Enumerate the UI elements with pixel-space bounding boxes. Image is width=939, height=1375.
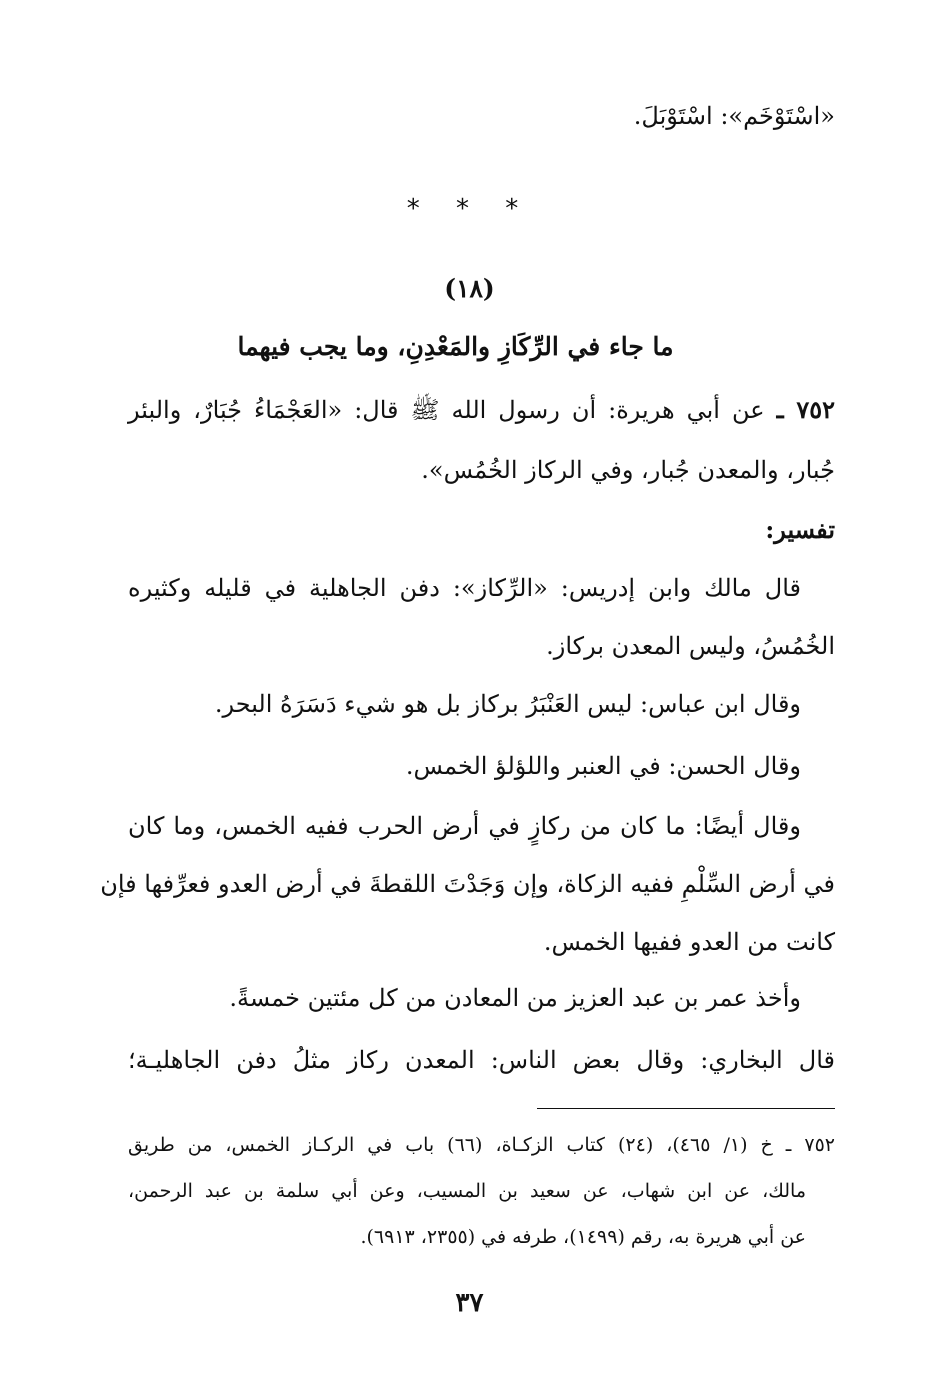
aydan-line-1: وقال أيضًا: ما كان من ركازٍ في أرض الحرب ففيه الخمس، وما كان (128, 812, 801, 840)
header-line: «اسْتَوْخَم»: اسْتَوْبَلَ. (633, 102, 835, 130)
footnote-line-3: عن أبي هريرة به، رقم (١٤٩٩)، طرفه في (٢٣٥٥، ٦٩١٣). (360, 1226, 806, 1248)
hadith-line-2: جُبار، والمعدن جُبار، وفي الركاز الخُمُس». (421, 456, 835, 484)
malik-line-2: الخُمُسُ، وليس المعدن بركاز. (546, 632, 835, 660)
footnote-line-1: ٧٥٢ ـ خ (١/ ٤٦٥)، (٢٤) كتاب الزكـاة، (٦٦) باب في الركـاز الخمس، من طريق (128, 1134, 835, 1156)
page-number: ٣٧ (455, 1288, 484, 1318)
aydan-line-2: في أرض السِّلْمِ ففيه الزكاة، وإن وَجَدْتَ اللقطةَ في أرض العدو فعرِّفها فإن (100, 870, 835, 898)
bukhari-paragraph: قال البخاري: وقال بعض الناس: المعدن ركاز مثلُ دفن الجاهليـة؛ (128, 1046, 835, 1074)
tafsir-heading: تفسير: (765, 515, 835, 544)
hadith-number: ٧٥٢ ـ (776, 395, 835, 424)
hadith-text: عن أبي هريرة: أن رسول الله ﷺ قال: «العَجْمَاءُ جُبَارٌ، والبئر (128, 396, 765, 424)
hadith-line-1 (128, 395, 835, 424)
footnote-line-2: مالك، عن ابن شهاب، عن سعيد بن المسيب، وعن أبي سلمة بن عبد الرحمن، (128, 1180, 806, 1202)
hasan-paragraph: وقال الحسن: في العنبر واللؤلؤ الخمس. (405, 752, 801, 780)
section-separator: * * * (406, 194, 533, 224)
ibn-abbas-paragraph: وقال ابن عباس: ليس العَنْبَرُ بركاز بل هو شيء دَسَرَهُ البحر. (214, 690, 801, 718)
aydan-line-3: كانت من العدو ففيها الخمس. (543, 928, 835, 956)
malik-line-1: قال مالك وابن إدريس: «الرِّكاز»: دفن الجاهلية في قليله وكثيره (128, 574, 801, 602)
chapter-title: ما جاء في الرِّكَازِ والمَعْدِنِ، وما يجب فيهما (237, 332, 674, 361)
umar-paragraph: وأخذ عمر بن عبد العزيز من المعادن من كل مئتين خمسةً. (229, 984, 801, 1012)
footnote-divider (537, 1108, 835, 1109)
chapter-number: (١٨) (444, 274, 495, 303)
